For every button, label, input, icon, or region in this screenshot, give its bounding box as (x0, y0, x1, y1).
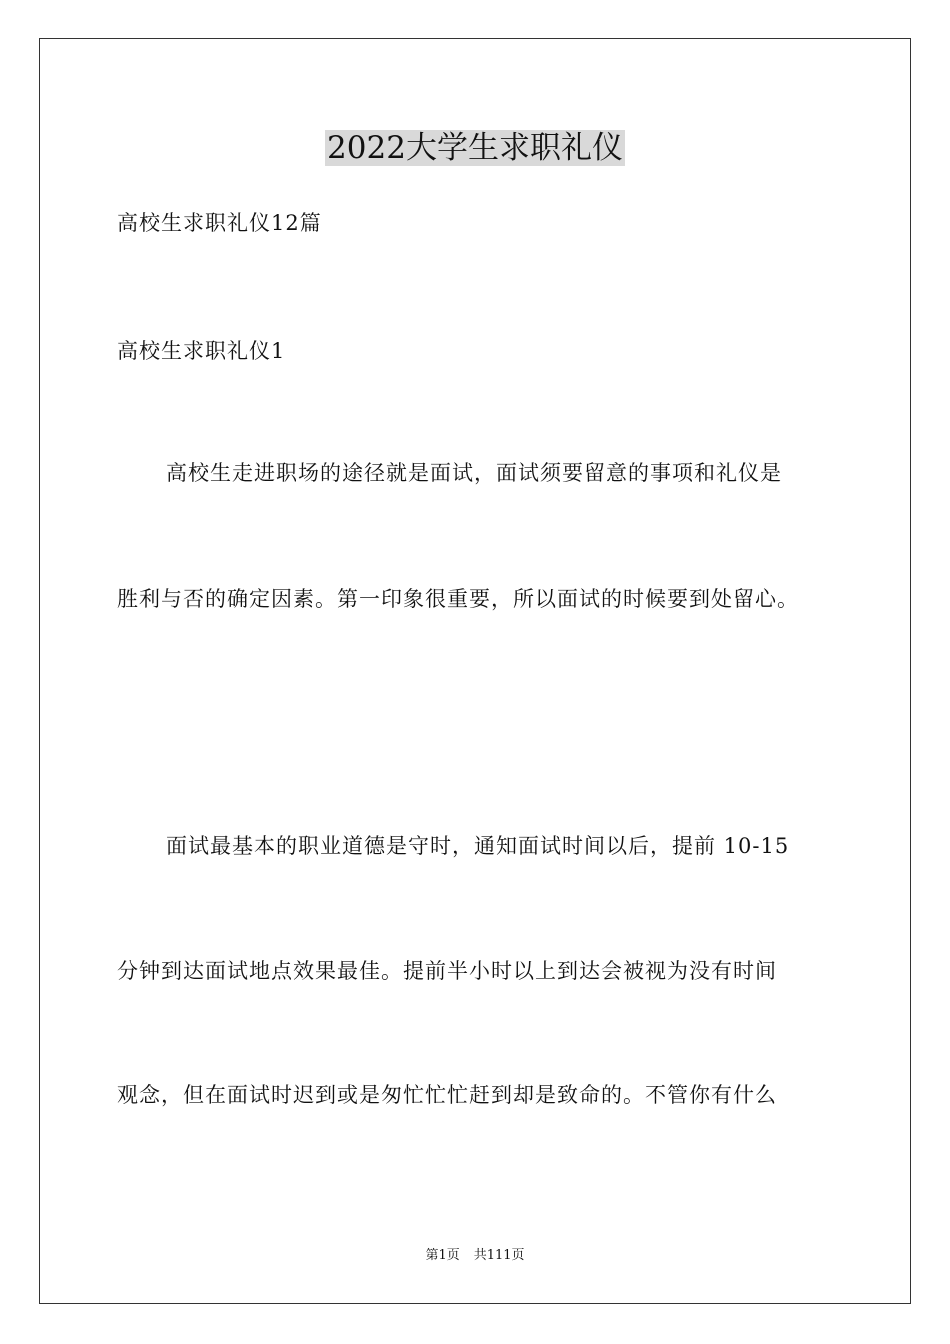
document-title (0, 126, 950, 170)
paragraph-2-line-1: 面试最基本的职业道德是守时，通知面试时间以后，提前 10-15 (166, 834, 790, 858)
paragraph-2-line-2: 分钟到达面试地点效果最佳。提前半小时以上到达会被视为没有时间 (117, 959, 777, 983)
page-total: 共111页 (473, 1248, 525, 1263)
document-subtitle: 高校生求职礼仪12篇 (117, 211, 322, 235)
paragraph-2-line-3: 观念，但在面试时迟到或是匆忙忙忙赶到却是致命的。不管你有什么 (117, 1083, 777, 1107)
paragraph-1-line-2: 胜利与否的确定因素。第一印象很重要，所以面试的时候要到处留心。 (117, 587, 799, 611)
page-number: 第1页 (425, 1248, 460, 1263)
paragraph-1-line-1: 高校生走进职场的途径就是面试，面试须要留意的事项和礼仪是 (166, 461, 782, 485)
page-footer (0, 1247, 950, 1265)
document-title-text: 2022大学生求职礼仪 (327, 130, 623, 166)
section-heading: 高校生求职礼仪1 (117, 339, 286, 363)
